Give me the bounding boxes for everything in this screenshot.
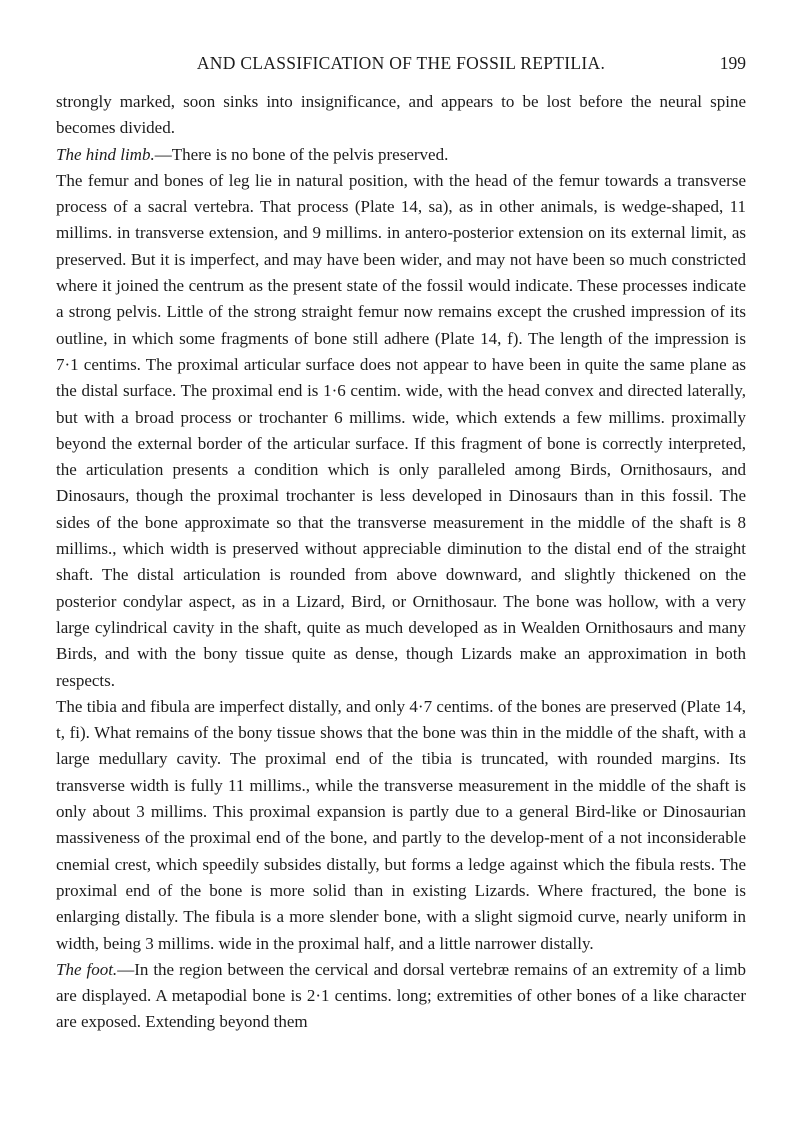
running-title: AND CLASSIFICATION OF THE FOSSIL REPTILIA. <box>196 53 606 73</box>
section-heading-foot: The foot. <box>56 959 118 979</box>
paragraph-text: strongly marked, soon sinks into insignificance, and appears to be lost before the neural spine becomes divided. <box>56 92 746 138</box>
paragraph-text: —In the region between the cervical and dorsal vertebræ remains of an extremity of a limb are displayed. A metapodial bone is 2·1 centims. long; extremities of other bones of a like character are exposed. Extending beyond them <box>56 959 746 1032</box>
paragraph-text: —There is no bone of the pelvis preserved. <box>154 144 449 164</box>
paragraph <box>56 694 746 957</box>
paragraph <box>56 168 746 694</box>
paragraph <box>56 957 746 1036</box>
page-number: 199 <box>719 53 746 73</box>
running-header <box>56 53 746 79</box>
paragraph <box>56 89 746 142</box>
paragraph-text: The tibia and fibula are imperfect distally, and only 4·7 centims. of the bones are preserved (Plate 14, t, fi). What remains of the bony tissue shows that the bone was thin in the middle of the shaft, with a large medullary cavity. The proximal end of the tibia is truncated, with rounded margins. Its transverse width is fully 11 millims., while the transverse measurement in the middle of the shaft is only about 3 millims. This proximal expansion is partly due to a general Bird-like or Dinosaurian massiveness of the proximal end of the bone, and partly to the develop-ment of a not inconsiderable cnemial crest, which speedily subsides distally, but forms a ledge against which the fibula rests. The proximal end of the bone is more solid than in existing Lizards. Where fractured, the bone is enlarging distally. The fibula is a more slender bone, with a slight sigmoid curve, nearly uniform in width, being 3 millims. wide in the proximal half, and a little narrower distally. <box>56 696 746 953</box>
paragraph-text: The femur and bones of leg lie in natural position, with the head of the femur towards a transverse process of a sacral vertebra. That process (Plate 14, sa), as in other animals, is wedge-shaped, 11 millims. in transverse extension, and 9 millims. in antero-posterior extension on its external limit, as preserved. But it is imperfect, and may have been wider, and may not have been so much constricted where it joined the centrum as the present state of the fossil would indicate. These processes indicate a strong pelvis. Little of the strong straight femur now remains except the crushed impression of its outline, in which some fragments of bone still adhere (Plate 14, f). The length of the impression is 7·1 centims. The proximal articular surface does not appear to have been in quite the same plane as the distal surface. The proximal end is 1·6 centim. wide, with the head convex and directed laterally, but with a broad process or trochanter 6 millims. wide, which extends a few millims. proximally beyond the external border of the articular surface. If this fragment of bone is correctly interpreted, the articulation presents a condition which is only paralleled among Birds, Ornithosaurs, and Dinosaurs, though the proximal trochanter is less developed in Dinosaurs than in this fossil. The sides of the bone approximate so that the transverse measurement in the middle of the shaft is 8 millims., which width is preserved without appreciable diminution to the distal end of the straight shaft. The distal articulation is rounded from above downward, and slightly thickened on the posterior condylar aspect, as in a Lizard, Bird, or Ornithosaur. The bone was hollow, with a very large cylindrical cavity in the shaft, quite as much developed as in Wealden Ornithosaurs and many Birds, and with the bony tissue quite as dense, though Lizards make an approximation in both respects. <box>56 170 746 690</box>
paragraph <box>56 142 746 168</box>
body-text <box>56 89 746 1036</box>
section-heading-hind-limb: The hind limb. <box>56 144 155 164</box>
